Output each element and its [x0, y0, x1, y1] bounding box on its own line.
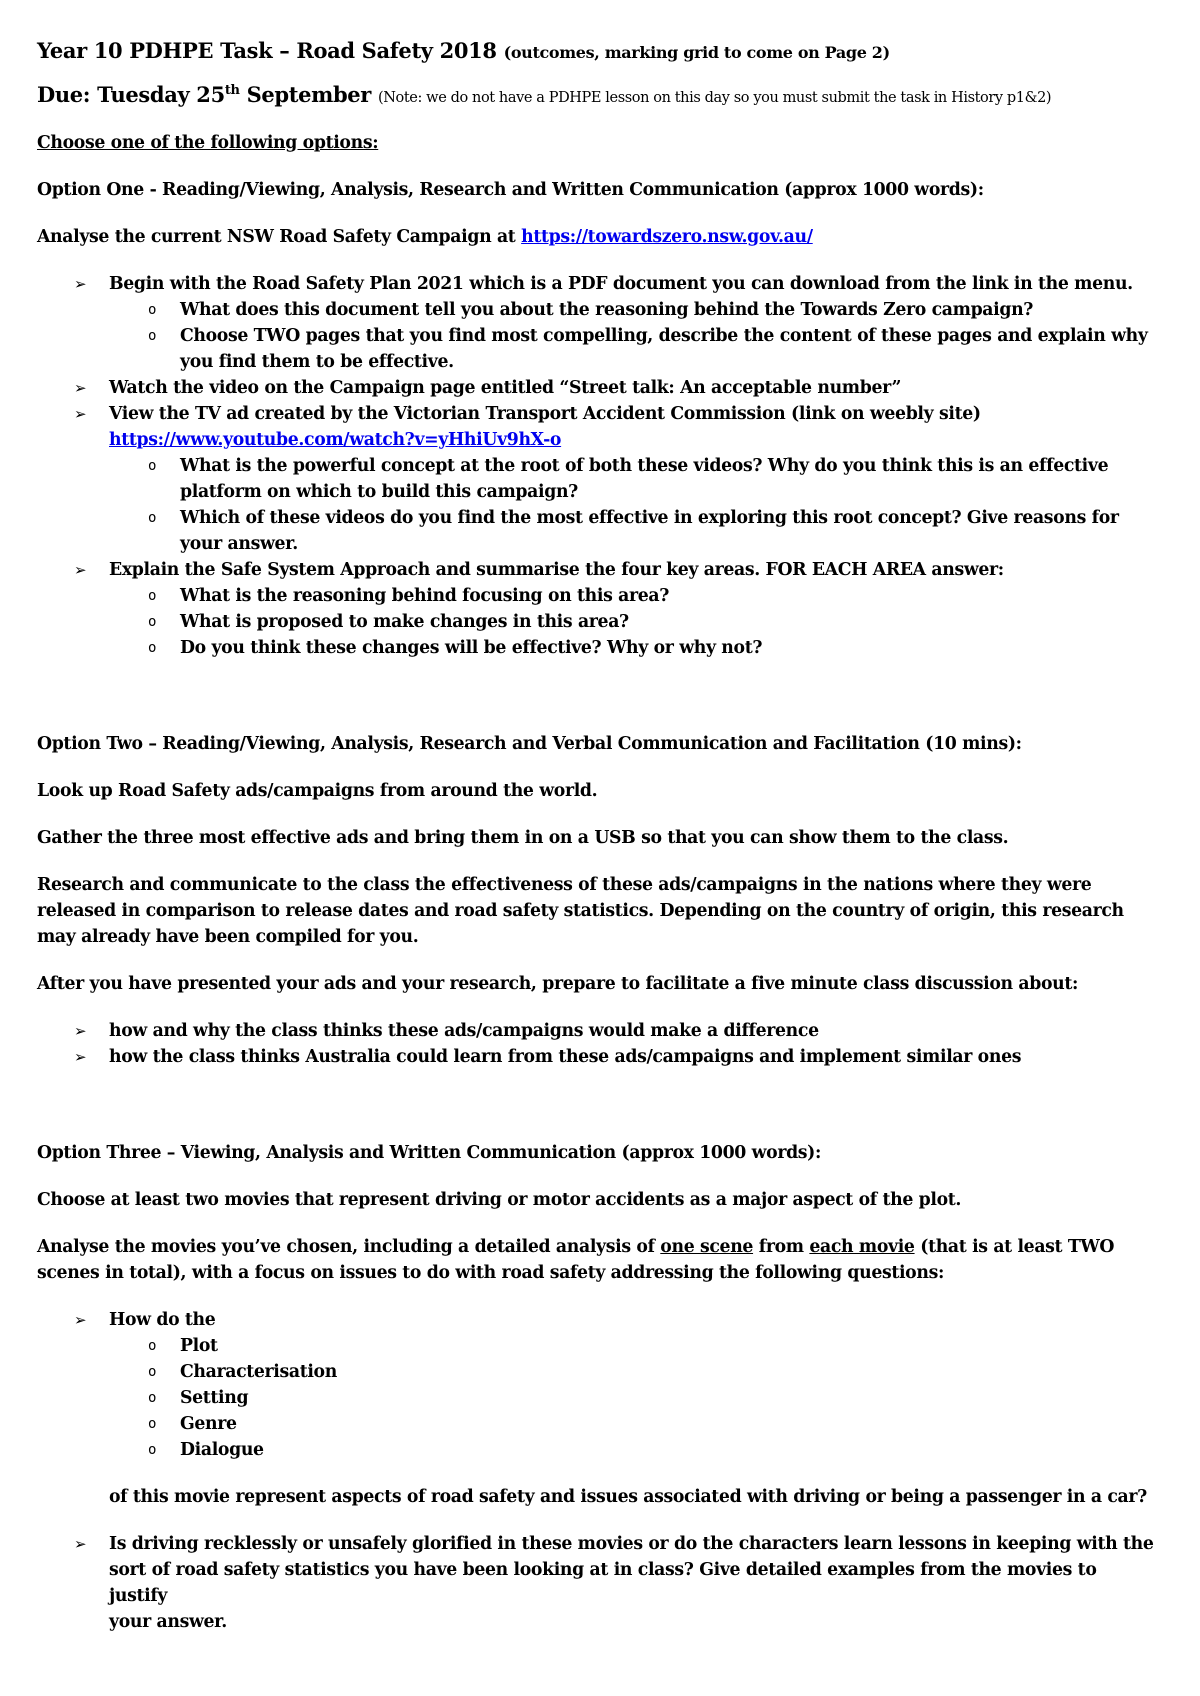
sub-item-text: Characterisation [180, 1362, 337, 1382]
option-two-para: may already have been compiled for you. [37, 927, 419, 947]
list-item-text: View the TV ad created by the Victorian Transport Accident Commission (link on weebly site) [109, 404, 981, 424]
option-two-para: Gather the three most effective ads and bring them in on a USB so that you can show them to the class. [37, 828, 1009, 848]
list-item [37, 1018, 1160, 1044]
list-item-text: Is driving recklessly or unsafely glorified in these movies or do the characters learn lessons in keeping with the [109, 1534, 1154, 1554]
sub-list-item [109, 323, 1160, 375]
option-one-heading: Option One - Reading/Viewing, Analysis, Research and Written Communication (approx 1000 words): [37, 180, 984, 200]
underlined-text: one scene [660, 1237, 754, 1257]
list-item [37, 1531, 1160, 1635]
option-two-list [37, 1018, 1160, 1070]
sub-list-item [109, 1411, 1160, 1437]
circle-bullet-icon: o [148, 614, 157, 630]
list-item-text: Watch the video on the Campaign page entitled “Street talk: An acceptable number” [109, 378, 902, 398]
option-two-para: After you have presented your ads and your research, prepare to facilitate a five minute class discussion about: [37, 974, 1079, 994]
option-three-para: of this movie represent aspects of road safety and issues associated with driving or being a passenger in a car? [109, 1487, 1147, 1507]
circle-bullet-icon: o [148, 1416, 157, 1432]
due-label: Due: Tuesday 25 [37, 82, 225, 107]
sub-list-item [109, 1385, 1160, 1411]
arrow-bullet-icon: ➢ [74, 1022, 87, 1040]
para-text: Analyse the movies you’ve chosen, including a detailed analysis of [37, 1237, 661, 1257]
sub-item-text: Which of these videos do you find the most effective in exploring this root concept? Give reasons for your answer. [180, 508, 1119, 554]
circle-bullet-icon: o [148, 1442, 157, 1458]
due-sup: th [224, 83, 240, 98]
sub-list-item [109, 1333, 1160, 1359]
sub-item-text: Do you think these changes will be effective? Why or why not? [180, 638, 763, 658]
option-two-heading: Option Two – Reading/Viewing, Analysis, Research and Verbal Communication and Facilitation (10 mins): [37, 734, 1022, 754]
arrow-bullet-icon: ➢ [74, 561, 87, 579]
arrow-bullet-icon: ➢ [74, 405, 87, 423]
underlined-text: each movie [809, 1237, 915, 1257]
option-three-list [37, 1307, 1160, 1463]
due-date [37, 80, 1160, 113]
sub-item-text: Choose TWO pages that you find most compelling, describe the content of these pages and explain why you find them to be effective. [180, 326, 1148, 372]
list-item-text: How do the [109, 1310, 216, 1330]
sub-list-item [109, 453, 1160, 505]
sub-list-item [109, 505, 1160, 557]
arrow-bullet-icon: ➢ [74, 275, 87, 293]
option-two-para: Look up Road Safety ads/campaigns from around the world. [37, 781, 598, 801]
circle-bullet-icon: o [148, 302, 157, 318]
sub-list-item [109, 1437, 1160, 1463]
youtube-link[interactable]: https://www.youtube.com/watch?v=yHhiUv9hX-o [109, 430, 562, 450]
option-two-para: Research and communicate to the class the effectiveness of these ads/campaigns in the nations where they were [37, 875, 1092, 895]
circle-bullet-icon: o [148, 640, 157, 656]
option-three-heading: Option Three – Viewing, Analysis and Written Communication (approx 1000 words): [37, 1143, 822, 1163]
circle-bullet-icon: o [148, 510, 157, 526]
arrow-bullet-icon: ➢ [74, 379, 87, 397]
circle-bullet-icon: o [148, 1390, 157, 1406]
sub-list-item [109, 609, 1160, 635]
sub-item-text: Setting [180, 1388, 249, 1408]
towardszero-link[interactable]: https://towardszero.nsw.gov.au/ [521, 227, 813, 247]
list-item [37, 1307, 1160, 1463]
sub-item-text: What does this document tell you about the reasoning behind the Towards Zero campaign? [180, 300, 1034, 320]
intro-text: Analyse the current NSW Road Safety Campaign at [37, 227, 522, 247]
list-item-text: your answer. [109, 1612, 227, 1632]
sub-item-text: What is the powerful concept at the root of both these videos? Why do you think this is an effective platform on which to build this campaign? [180, 456, 1109, 502]
sub-list-item [109, 1359, 1160, 1385]
list-item-text: sort of road safety statistics you have been looking at in class? Give detailed examples from the movies to justify [109, 1560, 1097, 1606]
list-item-text: how the class thinks Australia could learn from these ads/campaigns and implement similar ones [109, 1047, 1022, 1067]
list-item [37, 557, 1160, 661]
sub-list-item [109, 583, 1160, 609]
title-text: Year 10 PDHPE Task – Road Safety 2018 [37, 38, 497, 63]
para-text: (that is at least TWO [914, 1237, 1115, 1257]
list-item [37, 1044, 1160, 1070]
choose-heading: Choose one of the following options: [37, 133, 379, 153]
option-three-para: Choose at least two movies that represent driving or motor accidents as a major aspect of the plot. [37, 1190, 962, 1210]
option-three-list-2 [37, 1531, 1160, 1635]
sub-item-text: Dialogue [180, 1440, 264, 1460]
due-note: (Note: we do not have a PDHPE lesson on this day so you must submit the task in History p1&2) [378, 90, 1052, 106]
list-item [37, 271, 1160, 375]
title-note: (outcomes, marking grid to come on Page 2) [503, 43, 890, 62]
sub-item-text: What is proposed to make changes in this area? [180, 612, 629, 632]
arrow-bullet-icon: ➢ [74, 1048, 87, 1066]
sub-item-text: Plot [180, 1336, 218, 1356]
option-one-intro [37, 224, 1160, 250]
para-text: from [753, 1237, 810, 1257]
circle-bullet-icon: o [148, 1364, 157, 1380]
option-two-para: released in comparison to release dates and road safety statistics. Depending on the country of origin, this research [37, 901, 1124, 921]
arrow-bullet-icon: ➢ [74, 1311, 87, 1329]
circle-bullet-icon: o [148, 328, 157, 344]
list-item-text: Begin with the Road Safety Plan 2021 which is a PDF document you can download from the link in the menu. [109, 274, 1133, 294]
sub-list-item [109, 635, 1160, 661]
sub-list-item [109, 297, 1160, 323]
due-month: September [239, 82, 372, 107]
circle-bullet-icon: o [148, 458, 157, 474]
list-item-text: Explain the Safe System Approach and summarise the four key areas. FOR EACH AREA answer: [109, 560, 1004, 580]
option-one-list [37, 271, 1160, 661]
circle-bullet-icon: o [148, 588, 157, 604]
list-item [37, 401, 1160, 557]
arrow-bullet-icon: ➢ [74, 1535, 87, 1553]
option-three-para [37, 1234, 1160, 1260]
page-title [37, 36, 1160, 68]
option-three-para: scenes in total), with a focus on issues to do with road safety addressing the following questions: [37, 1263, 944, 1283]
circle-bullet-icon: o [148, 1338, 157, 1354]
list-item-text: how and why the class thinks these ads/campaigns would make a difference [109, 1021, 819, 1041]
sub-item-text: What is the reasoning behind focusing on this area? [180, 586, 669, 606]
list-item [37, 375, 1160, 401]
sub-item-text: Genre [180, 1414, 237, 1434]
